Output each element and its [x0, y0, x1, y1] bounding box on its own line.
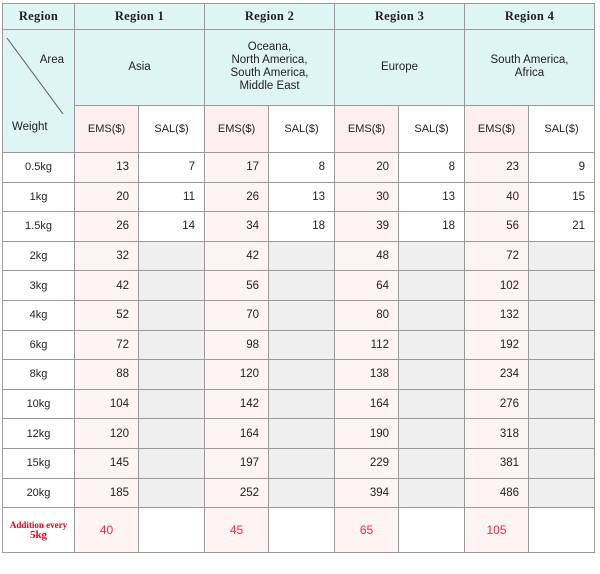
addition-row: [3, 508, 595, 553]
sal-rate-cell: [399, 330, 465, 360]
sal-rate-cell: [399, 300, 465, 330]
ems-rate-cell: 23: [465, 153, 529, 183]
ems-rate-cell: 20: [335, 153, 399, 183]
addition-label-line2: 5kg: [29, 529, 48, 542]
ems-rate-cell: 20: [75, 182, 139, 212]
table-row: [3, 153, 595, 183]
sal-rate-cell: [529, 478, 595, 508]
ems-rate-cell: 17: [205, 153, 269, 183]
ems-rate-cell: 164: [335, 389, 399, 419]
diagonal-divider: [3, 30, 75, 152]
weight-cell: 20kg: [3, 478, 75, 508]
weight-cell: 3kg: [3, 271, 75, 301]
ems-rate-cell: 142: [205, 389, 269, 419]
ems-rate-cell: 486: [465, 478, 529, 508]
table-row: [3, 389, 595, 419]
sal-rate-cell: [139, 241, 205, 271]
addition-sal-empty-cell: [529, 508, 595, 553]
region-4-header: Region 4: [465, 4, 595, 30]
ems-column-header: EMS($): [205, 105, 269, 152]
table-row: [3, 271, 595, 301]
sal-rate-cell: [399, 360, 465, 390]
region-1-header: Region 1: [75, 4, 205, 30]
sal-rate-cell: [529, 389, 595, 419]
addition-sal-empty-cell: [399, 508, 465, 553]
ems-rate-cell: 234: [465, 360, 529, 390]
weight-cell: 2kg: [3, 241, 75, 271]
ems-rate-cell: 26: [205, 182, 269, 212]
addition-ems-value: 40: [75, 508, 139, 553]
sal-rate-cell: [139, 448, 205, 478]
ems-rate-cell: 52: [75, 300, 139, 330]
ems-rate-cell: 39: [335, 212, 399, 242]
area-weight-corner-cell: [3, 30, 75, 153]
sal-rate-cell: 11: [139, 182, 205, 212]
ems-rate-cell: 185: [75, 478, 139, 508]
sal-rate-cell: 13: [399, 182, 465, 212]
sal-rate-cell: 8: [399, 153, 465, 183]
ems-rate-cell: 318: [465, 419, 529, 449]
sal-rate-cell: [139, 360, 205, 390]
sal-rate-cell: [529, 241, 595, 271]
sal-column-header: SAL($): [529, 105, 595, 152]
sal-rate-cell: [529, 360, 595, 390]
ems-rate-cell: 88: [75, 360, 139, 390]
weight-cell: 0.5kg: [3, 153, 75, 183]
table-row: [3, 182, 595, 212]
ems-rate-cell: 145: [75, 448, 139, 478]
sal-rate-cell: [269, 419, 335, 449]
ems-rate-cell: 40: [465, 182, 529, 212]
sal-rate-cell: [529, 330, 595, 360]
addition-ems-value: 105: [465, 508, 529, 553]
region-3-header: Region 3: [335, 4, 465, 30]
addition-ems-value: 45: [205, 508, 269, 553]
sal-rate-cell: [269, 478, 335, 508]
sal-rate-cell: 18: [269, 212, 335, 242]
table-row: [3, 330, 595, 360]
ems-rate-cell: 70: [205, 300, 269, 330]
ems-rate-cell: 64: [335, 271, 399, 301]
ems-rate-cell: 190: [335, 419, 399, 449]
sal-rate-cell: [399, 478, 465, 508]
shipping-rate-table: [2, 3, 595, 553]
ems-rate-cell: 26: [75, 212, 139, 242]
ems-rate-cell: 34: [205, 212, 269, 242]
sal-rate-cell: [529, 300, 595, 330]
sal-rate-cell: [139, 271, 205, 301]
ems-rate-cell: 229: [335, 448, 399, 478]
region-4-area: South America, Africa: [465, 30, 595, 106]
sal-rate-cell: [269, 271, 335, 301]
ems-rate-cell: 72: [75, 330, 139, 360]
weight-cell: 10kg: [3, 389, 75, 419]
sal-rate-cell: 9: [529, 153, 595, 183]
sal-rate-cell: [269, 448, 335, 478]
sal-rate-cell: [269, 330, 335, 360]
ems-rate-cell: 164: [205, 419, 269, 449]
ems-rate-cell: 42: [205, 241, 269, 271]
addition-label-line1: Addition every: [9, 520, 68, 531]
sal-rate-cell: 18: [399, 212, 465, 242]
sal-rate-cell: [529, 271, 595, 301]
region-header-label: Region: [3, 4, 75, 30]
weight-cell: 1kg: [3, 182, 75, 212]
sal-rate-cell: [399, 448, 465, 478]
area-label: Area: [39, 54, 64, 66]
addition-sal-empty-cell: [269, 508, 335, 553]
ems-rate-cell: 394: [335, 478, 399, 508]
table-row: [3, 241, 595, 271]
sal-rate-cell: 7: [139, 153, 205, 183]
ems-column-header: EMS($): [335, 105, 399, 152]
ems-column-header: EMS($): [465, 105, 529, 152]
sal-rate-cell: [399, 389, 465, 419]
sal-rate-cell: [269, 360, 335, 390]
table-row: [3, 212, 595, 242]
sal-rate-cell: 8: [269, 153, 335, 183]
ems-rate-cell: 112: [335, 330, 399, 360]
weight-cell: 12kg: [3, 419, 75, 449]
ems-rate-cell: 132: [465, 300, 529, 330]
sal-rate-cell: 14: [139, 212, 205, 242]
sal-rate-cell: [269, 241, 335, 271]
sal-rate-cell: [139, 389, 205, 419]
sal-rate-cell: [139, 419, 205, 449]
sal-column-header: SAL($): [399, 105, 465, 152]
sal-rate-cell: [269, 300, 335, 330]
table-row: [3, 300, 595, 330]
ems-rate-cell: 98: [205, 330, 269, 360]
sal-rate-cell: 21: [529, 212, 595, 242]
ems-rate-cell: 252: [205, 478, 269, 508]
addition-sal-empty-cell: [139, 508, 205, 553]
sal-rate-cell: [269, 389, 335, 419]
ems-rate-cell: 276: [465, 389, 529, 419]
ems-rate-cell: 42: [75, 271, 139, 301]
sal-column-header: SAL($): [269, 105, 335, 152]
sal-rate-cell: 13: [269, 182, 335, 212]
weight-cell: 6kg: [3, 330, 75, 360]
weight-cell: 15kg: [3, 448, 75, 478]
ems-rate-cell: 120: [205, 360, 269, 390]
ems-column-header: EMS($): [75, 105, 139, 152]
ems-rate-cell: 72: [465, 241, 529, 271]
sal-rate-cell: [139, 300, 205, 330]
weight-cell: 4kg: [3, 300, 75, 330]
ems-rate-cell: 30: [335, 182, 399, 212]
ems-rate-cell: 80: [335, 300, 399, 330]
sal-rate-cell: [399, 241, 465, 271]
sal-rate-cell: [139, 478, 205, 508]
ems-rate-cell: 120: [75, 419, 139, 449]
shipping-rate-table-container: [2, 3, 595, 553]
ems-rate-cell: 56: [205, 271, 269, 301]
table-row: [3, 419, 595, 449]
sal-rate-cell: [399, 419, 465, 449]
addition-ems-value: 65: [335, 508, 399, 553]
table-row: [3, 360, 595, 390]
ems-rate-cell: 381: [465, 448, 529, 478]
weight-cell: 1.5kg: [3, 212, 75, 242]
sal-column-header: SAL($): [139, 105, 205, 152]
weight-label: Weight: [12, 121, 48, 133]
ems-rate-cell: 48: [335, 241, 399, 271]
weight-cell: 8kg: [3, 360, 75, 390]
ems-rate-cell: 102: [465, 271, 529, 301]
sal-rate-cell: [529, 419, 595, 449]
region-2-header: Region 2: [205, 4, 335, 30]
ems-rate-cell: 56: [465, 212, 529, 242]
table-row: [3, 478, 595, 508]
ems-rate-cell: 192: [465, 330, 529, 360]
sal-rate-cell: [399, 271, 465, 301]
ems-rate-cell: 13: [75, 153, 139, 183]
addition-label-cell: [3, 508, 75, 553]
ems-rate-cell: 104: [75, 389, 139, 419]
table-row: [3, 448, 595, 478]
ems-rate-cell: 138: [335, 360, 399, 390]
sal-rate-cell: 15: [529, 182, 595, 212]
sal-rate-cell: [529, 448, 595, 478]
region-2-area: Oceana, North America, South America, Middle East: [205, 30, 335, 106]
region-1-area: Asia: [75, 30, 205, 106]
ems-rate-cell: 197: [205, 448, 269, 478]
region-3-area: Europe: [335, 30, 465, 106]
sal-rate-cell: [139, 330, 205, 360]
ems-rate-cell: 32: [75, 241, 139, 271]
